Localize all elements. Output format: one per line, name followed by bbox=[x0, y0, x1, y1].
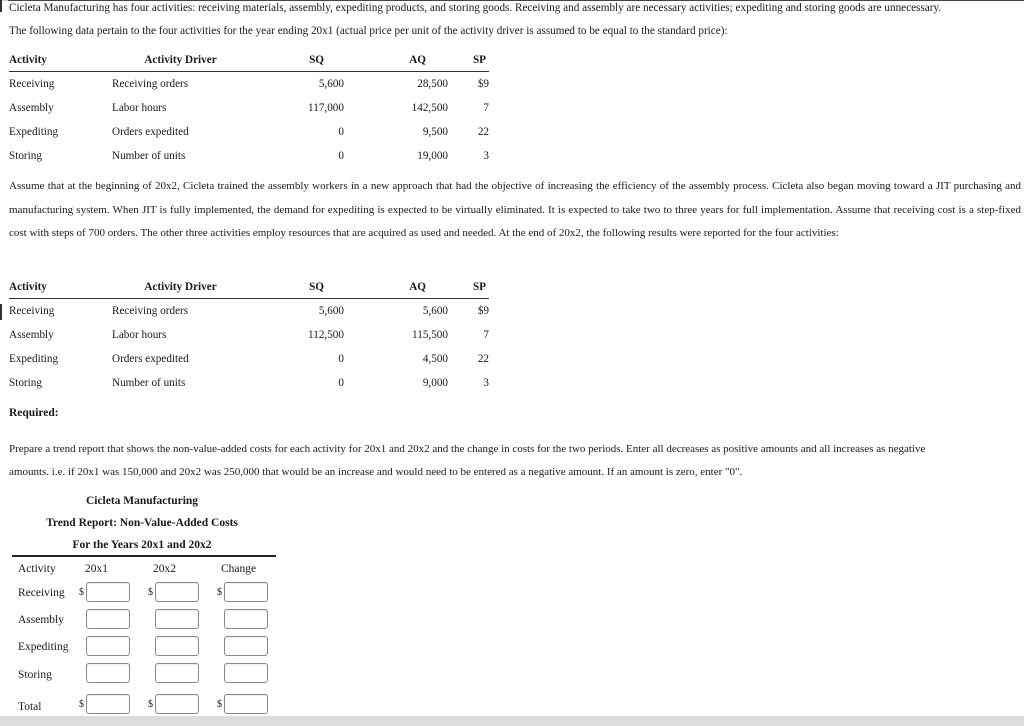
cell-sq: 5,600 bbox=[318, 305, 344, 317]
intro-line-1: Cicleta Manufacturing has four activities: receiving materials, assembly, expediting products, and storing goods. Receiving and assembly are necessary activities; expediting and storing goods are unnecessary. bbox=[9, 2, 942, 14]
row-label-receiving: Receiving bbox=[18, 587, 65, 599]
cell-driver: Orders expedited bbox=[112, 126, 189, 138]
instructions-line-2: amounts. i.e. if 20x1 was 150,000 and 20x2 was 250,000 that would be an increase and would need to be entered as a negative amount. If an amount is zero, enter "0". bbox=[9, 466, 743, 478]
cell-activity: Expediting bbox=[9, 353, 59, 365]
cell-sq: 0 bbox=[338, 150, 344, 162]
cell-aq: 28,500 bbox=[417, 78, 448, 90]
report-header-rule bbox=[12, 555, 276, 557]
expediting-20x1-input[interactable] bbox=[86, 636, 130, 656]
currency-symbol: $ bbox=[148, 699, 153, 710]
header-driver: Activity Driver bbox=[112, 49, 249, 72]
assembly-20x1-input[interactable] bbox=[86, 609, 130, 629]
currency-symbol: $ bbox=[79, 699, 84, 710]
table-row bbox=[9, 120, 489, 144]
activity-table-20x2 bbox=[9, 276, 489, 395]
cell-activity: Expediting bbox=[9, 126, 59, 138]
header-activity: Activity bbox=[9, 49, 112, 72]
instructions-line-1: Prepare a trend report that shows the non-value-added costs for each activity for 20x1 and 20x2 and the change in costs for the two periods. Enter all decreases as positive amounts and all increases as negative bbox=[9, 443, 926, 455]
required-heading: Required: bbox=[9, 407, 59, 419]
cell-sq: 0 bbox=[338, 353, 344, 365]
cell-driver: Number of units bbox=[112, 150, 186, 162]
cell-aq: 142,500 bbox=[411, 102, 448, 114]
currency-symbol: $ bbox=[79, 587, 84, 598]
table-header-row bbox=[9, 276, 489, 299]
row-label-total: Total bbox=[18, 701, 42, 713]
header-sp: SP bbox=[448, 276, 489, 299]
col-header-change: Change bbox=[221, 563, 257, 575]
cell-sq: 112,500 bbox=[308, 329, 344, 341]
header-sq: SQ bbox=[249, 276, 344, 299]
cell-sq: 0 bbox=[338, 126, 344, 138]
col-header-20x1: 20x1 bbox=[85, 563, 108, 575]
cell-sp: $9 bbox=[477, 305, 489, 317]
table-row bbox=[9, 347, 489, 371]
report-company: Cicleta Manufacturing bbox=[85, 495, 199, 507]
cell-aq: 19,000 bbox=[417, 150, 448, 162]
cell-sp: 3 bbox=[483, 377, 489, 389]
table-row bbox=[9, 299, 489, 324]
cell-sp: 22 bbox=[477, 353, 489, 365]
cell-activity: Receiving bbox=[9, 305, 55, 317]
intro-line-2: The following data pertain to the four activities for the year ending 20x1 (actual price per unit of the activity driver is assumed to be equal to the standard price): bbox=[9, 25, 728, 37]
cell-aq: 9,000 bbox=[422, 377, 448, 389]
storing-20x2-input[interactable] bbox=[155, 663, 199, 683]
assembly-change-input[interactable] bbox=[224, 609, 268, 629]
header-activity: Activity bbox=[9, 276, 112, 299]
top-border-dark bbox=[8, 0, 1024, 1]
bottom-scroll-strip bbox=[0, 716, 1024, 726]
cell-sp: $9 bbox=[477, 78, 489, 90]
table-row bbox=[9, 371, 489, 395]
cell-activity: Storing bbox=[9, 150, 42, 162]
currency-symbol: $ bbox=[148, 587, 153, 598]
cell-driver: Labor hours bbox=[112, 329, 167, 341]
cell-sp: 7 bbox=[483, 102, 489, 114]
total-20x2-input[interactable] bbox=[155, 694, 199, 714]
report-period: For the Years 20x1 and 20x2 bbox=[72, 539, 212, 551]
expediting-20x2-input[interactable] bbox=[155, 636, 199, 656]
row-label-assembly: Assembly bbox=[18, 614, 64, 626]
storing-20x1-input[interactable] bbox=[86, 663, 130, 683]
table-row bbox=[9, 323, 489, 347]
activity-table-20x1 bbox=[9, 49, 489, 168]
table-header-row bbox=[9, 49, 489, 72]
cell-activity: Storing bbox=[9, 377, 42, 389]
cell-driver: Orders expedited bbox=[112, 353, 189, 365]
storing-change-input[interactable] bbox=[224, 663, 268, 683]
cell-sp: 3 bbox=[483, 150, 489, 162]
currency-symbol: $ bbox=[217, 587, 222, 598]
header-driver: Activity Driver bbox=[112, 276, 249, 299]
assumption-paragraph: Assume that at the beginning of 20x2, Cicleta trained the assembly workers in a new approach that had the objective of increasing the efficiency of the assembly process. Cicleta also began moving toward a JIT purchasing and manufacturing system. When JIT is fully implemented, the demand for expediting is expected to be virtually eliminated. It is expected to take two to three years for full implementation. Assume that receiving cost is a step-fixed cost with steps of 700 orders. The other three activities employ resources that are acquired as used and needed. At the end of 20x2, the following results were reported for the four activities: bbox=[9, 180, 1021, 239]
expediting-change-input[interactable] bbox=[224, 636, 268, 656]
table-row bbox=[9, 144, 489, 168]
cell-driver: Number of units bbox=[112, 377, 186, 389]
cell-driver: Labor hours bbox=[112, 102, 167, 114]
cell-aq: 4,500 bbox=[422, 353, 448, 365]
col-header-20x2: 20x2 bbox=[153, 563, 176, 575]
receiving-20x1-input[interactable] bbox=[86, 582, 130, 602]
cell-sp: 22 bbox=[477, 126, 489, 138]
assembly-20x2-input[interactable] bbox=[155, 609, 199, 629]
header-sq: SQ bbox=[249, 49, 344, 72]
total-20x1-input[interactable] bbox=[86, 694, 130, 714]
left-marker-middle bbox=[0, 304, 2, 320]
row-label-expediting: Expediting bbox=[18, 641, 69, 653]
cell-activity: Receiving bbox=[9, 78, 55, 90]
header-aq: AQ bbox=[344, 49, 448, 72]
cell-sq: 117,000 bbox=[308, 102, 344, 114]
receiving-20x2-input[interactable] bbox=[155, 582, 199, 602]
row-label-storing: Storing bbox=[18, 669, 52, 681]
report-title: Trend Report: Non-Value-Added Costs bbox=[46, 517, 238, 529]
left-marker-top bbox=[0, 0, 2, 12]
cell-sq: 5,600 bbox=[318, 78, 344, 90]
currency-symbol: $ bbox=[217, 699, 222, 710]
cell-activity: Assembly bbox=[9, 329, 54, 341]
header-aq: AQ bbox=[344, 276, 448, 299]
cell-sp: 7 bbox=[483, 329, 489, 341]
cell-driver: Receiving orders bbox=[112, 78, 189, 90]
receiving-change-input[interactable] bbox=[224, 582, 268, 602]
cell-sq: 0 bbox=[338, 377, 344, 389]
header-sp: SP bbox=[448, 49, 489, 72]
cell-aq: 9,500 bbox=[422, 126, 448, 138]
cell-driver: Receiving orders bbox=[112, 305, 189, 317]
table-row bbox=[9, 72, 489, 97]
cell-aq: 5,600 bbox=[422, 305, 448, 317]
cell-aq: 115,500 bbox=[412, 329, 448, 341]
total-change-input[interactable] bbox=[224, 694, 268, 714]
col-header-activity: Activity bbox=[18, 563, 56, 575]
table-row bbox=[9, 96, 489, 120]
cell-activity: Assembly bbox=[9, 102, 54, 114]
